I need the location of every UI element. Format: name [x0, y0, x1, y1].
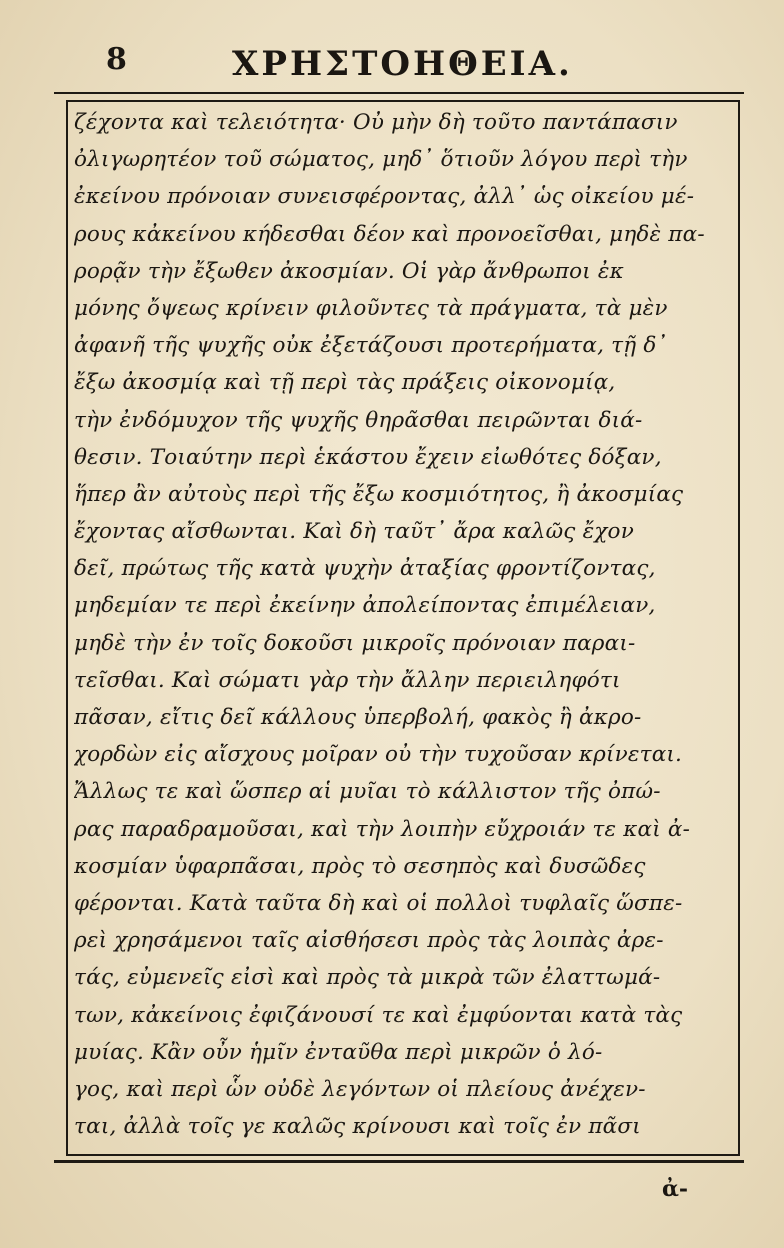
text-line: των, κἀκείνοις ἐφιζάνουσί τε καὶ ἐμφύονται κατὰ τὰς	[74, 1002, 683, 1028]
text-line: ἀφανῆ τῆς ψυχῆς οὐκ ἐξετάζουσι προτερήματα, τῇ δ᾽	[74, 333, 668, 359]
text-line: μυίας. Κἂν οὖν ἡμῖν ἐνταῦθα περὶ μικρῶν ὁ λό-	[74, 1039, 603, 1065]
text-line: χορδὼν εἰς αἴσχους μοῖραν οὐ τὴν τυχοῦσαν κρίνεται.	[74, 742, 683, 768]
text-line: ρεὶ χρησάμενοι ταῖς αἰσθήσεσι πρὸς τὰς λοιπὰς ἀρε-	[74, 928, 664, 954]
text-line: τεῖσθαι. Καὶ σώματι γὰρ τὴν ἄλλην περιειληφότι	[74, 667, 621, 693]
text-line: ρους κἀκείνου κήδεσθαι δέον καὶ προνοεῖσθαι, μηδὲ πα-	[74, 221, 705, 247]
running-title: ΧΡΗΣΤΟΗΘΕΙΑ.	[232, 44, 573, 84]
page-number: 8	[106, 42, 127, 77]
text-line: τὴν ἐνδόμυχον τῆς ψυχῆς θηρᾶσθαι πειρῶνται διά-	[74, 407, 643, 433]
text-line: ρορᾷν τὴν ἔξωθεν ἀκοσμίαν. Οἱ γὰρ ἄνθρωποι ἐκ	[74, 258, 624, 284]
text-line: μηδεμίαν τε περὶ ἐκείνην ἀπολείποντας ἐπιμέλειαν,	[74, 593, 656, 619]
text-line: φέρονται. Κατὰ ταῦτα δὴ καὶ οἱ πολλοὶ τυφλαῖς ὥσπε-	[74, 890, 683, 916]
text-line: πᾶσαν, εἴτις δεῖ κάλλους ὑπερβολή, φακὸς ἢ ἀκρο-	[74, 705, 642, 730]
text-line: δεῖ, πρώτως τῆς κατὰ ψυχὴν ἀταξίας φροντίζοντας,	[74, 556, 656, 582]
text-line: κοσμίαν ὑφαρπᾶσαι, πρὸς τὸ σεσηπὸς καὶ δυσῶδες	[74, 853, 646, 879]
text-line: ἔξω ἀκοσμίᾳ καὶ τῇ περὶ τὰς πράξεις οἰκονομίᾳ,	[74, 370, 616, 396]
text-line: μηδὲ τὴν ἐν τοῖς δοκοῦσι μικροῖς πρόνοιαν παραι-	[74, 630, 636, 656]
text-line: θεσιν. Τοιαύτην περὶ ἑκάστου ἔχειν εἰωθότες δόξαν,	[74, 444, 662, 470]
catchword: ἀ-	[662, 1176, 689, 1202]
text-line: ται, ἀλλὰ τοῖς γε καλῶς κρίνουσι καὶ τοῖς ἐν πᾶσι	[74, 1114, 641, 1140]
text-line: ρας παραδραμοῦσαι, καὶ τὴν λοιπὴν εὔχροιάν τε καὶ ἀ-	[74, 816, 691, 842]
text-line: μόνης ὄψεως κρίνειν φιλοῦντες τὰ πράγματα, τὰ μὲν	[74, 295, 668, 321]
text-line: ζέχοντα καὶ τελειότητα· Οὐ μὴν δὴ τοῦτο παντάπασιν	[74, 110, 678, 135]
text-line: ἐκείνου πρόνοιαν συνεισφέροντας, ἀλλ᾽ ὡς οἰκείου μέ-	[74, 184, 695, 210]
text-line: Ἄλλως τε καὶ ὥσπερ αἱ μυῖαι τὸ κάλλιστον τῆς ὀπώ-	[74, 779, 661, 805]
text-line: ἥπερ ἂν αὐτοὺς περὶ τῆς ἔξω κοσμιότητος, ἢ ἀκοσμίας	[74, 481, 684, 507]
body-text	[74, 104, 734, 1145]
text-line: ἔχοντας αἴσθωνται. Καὶ δὴ ταῦτ᾽ ἄρα καλῶς ἔχον	[74, 519, 634, 545]
text-line: γος, καὶ περὶ ὧν οὐδὲ λεγόντων οἱ πλείους ἀνέχεν-	[74, 1076, 646, 1102]
text-line: ὀλιγωρητέον τοῦ σώματος, μηδ᾽ ὅτιοῦν λόγου περὶ τὴν	[74, 147, 688, 173]
text-line: τάς, εὐμενεῖς εἰσὶ καὶ πρὸς τὰ μικρὰ τῶν ἐλαττωμά-	[74, 965, 661, 991]
